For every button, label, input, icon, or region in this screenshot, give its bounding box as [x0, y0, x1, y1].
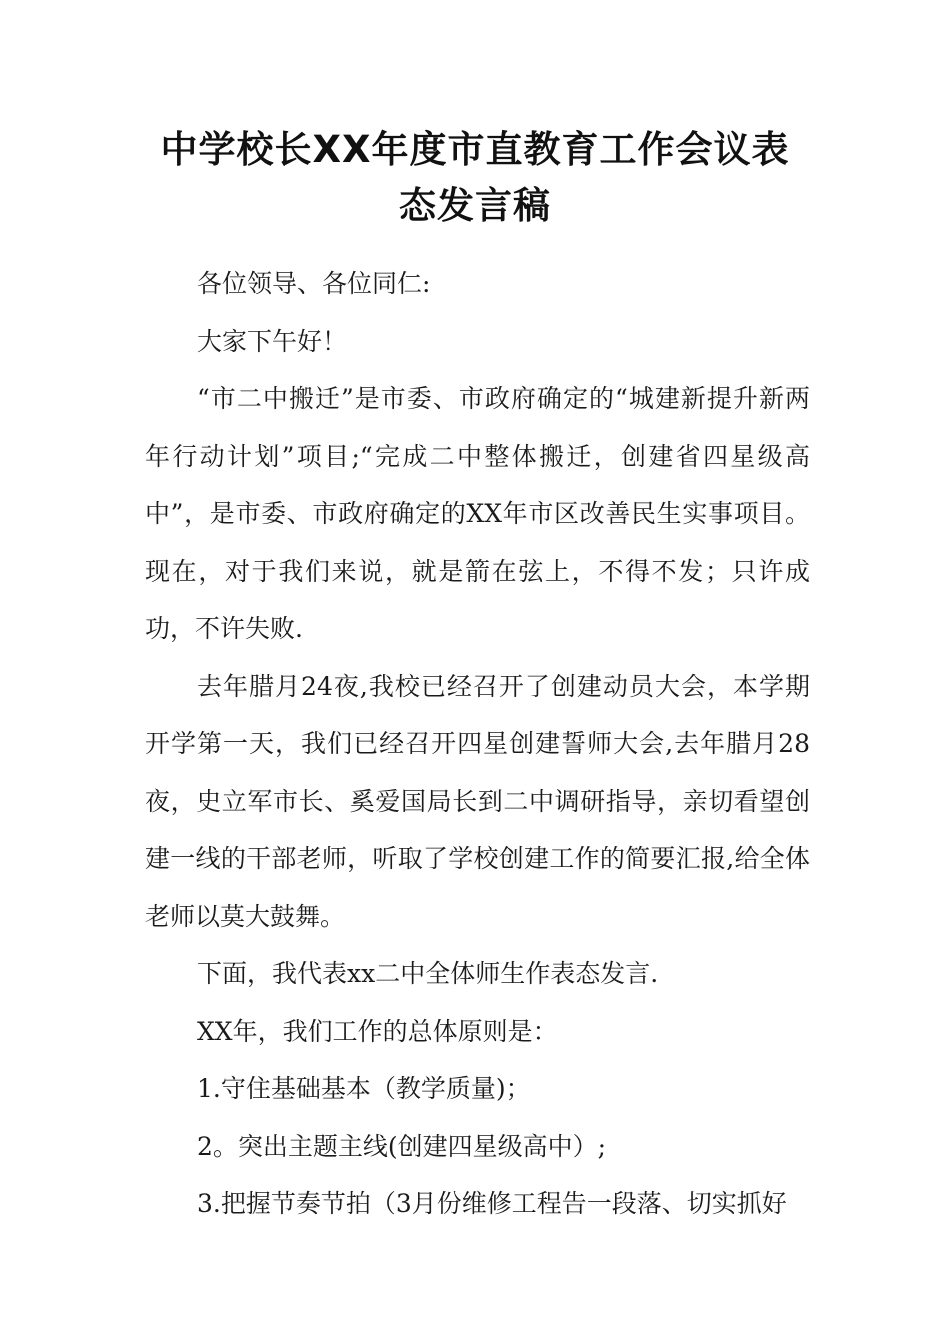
paragraph-relocation: “市二中搬迁”是市委、市政府确定的“城建新提升新两年行动计划”项目;“完成二中整体搬迁，创建省四星级高中”，是市委、市政府确定的XX年市区改善民生实事项目。现在，对于我们来说，就是箭在弦上，不得不发；只许成功，不许失败. — [145, 384, 810, 643]
paragraph-principles: XX年，我们工作的总体原则是： — [197, 1016, 558, 1046]
document-body — [145, 255, 810, 1233]
list-item-2: 2。突出主题主线(创建四星级高中）; — [197, 1131, 607, 1161]
document-title — [120, 122, 830, 234]
list-item-3: 3.把握节奏节拍（3月份维修工程告一段落、切实抓好 — [197, 1189, 787, 1218]
list-item-1: 1.守住基础基本（教学质量)； — [197, 1074, 531, 1103]
paragraph-statement: 下面，我代表xx二中全体师生作表态发言. — [197, 959, 659, 988]
title-line-2: 态发言稿 — [399, 184, 551, 227]
paragraph-mobilization: 去年腊月24夜,我校已经召开了创建动员大会，本学期开学第一天，我们已经召开四星创建誓师大会,去年腊月28夜，史立军市长、奚爱国局长到二中调研指导，亲切看望创建一线的干部老师，听取了学校创建工作的简要汇报,给全体老师以莫大鼓舞。 — [145, 671, 810, 931]
title-line-1: 中学校长XX年度市直教育工作会议表 — [160, 128, 790, 171]
greeting: 大家下午好！ — [197, 326, 348, 356]
salutation: 各位领导、各位同仁: — [197, 269, 431, 298]
